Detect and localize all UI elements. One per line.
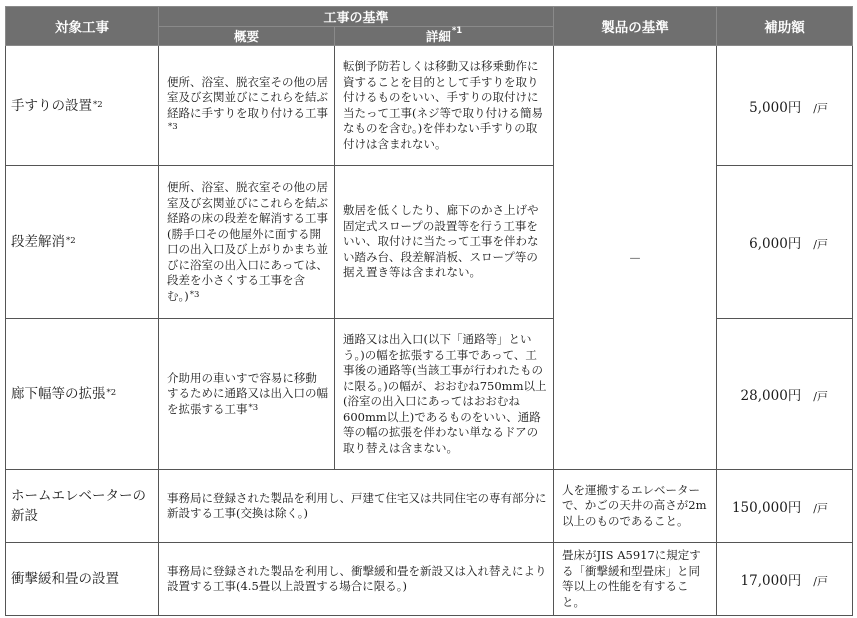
header-target: 対象工事 bbox=[6, 7, 159, 46]
row-overview: 便所、浴室、脱衣室その他の居室及び玄関並びにこれらを結ぶ経路の床の段差を解消する工事(勝手口その他屋外に面する開口の出入口及び上がりかまち並びに浴室の出入口にあっては、段差を小さくする工事を含む。)$^{*3}$ bbox=[159, 166, 335, 319]
row-detail: 敷居を低くしたり、廊下のかさ上げや固定式スロープの設置等を行う工事をいい、取付けに当たって工事を伴わない踏み台、段差解消板、スロープ等の据え置き等は含まれない。 bbox=[335, 166, 554, 319]
row-amount: 6,000円 /戸 bbox=[717, 166, 853, 319]
header-overview: 概要 bbox=[159, 27, 335, 46]
table-row bbox=[6, 470, 853, 543]
row-target: 衝撃緩和畳の設置 bbox=[6, 543, 159, 616]
row-amount: 150,000円 /戸 bbox=[717, 470, 853, 543]
row-overview: 介助用の車いすで容易に移動するために通路又は出入口の幅を拡張する工事$^{*3}$ bbox=[159, 319, 335, 470]
subsidy-table-container bbox=[5, 6, 853, 616]
shared-product-standard: － bbox=[554, 46, 717, 470]
header-product-standard: 製品の基準 bbox=[554, 7, 717, 46]
row-detail: 通路又は出入口(以下「通路等」という。)の幅を拡張する工事であって、工事後の通路等(当該工事が行われたものに限る。)の幅が、おおむね750mm以上(浴室の出入口にあってはおおむね600mm以上)であるものをいい、通路等の幅の拡張を伴わない単なるドアの取り替えは含まない。 bbox=[335, 319, 554, 470]
row-target: 段差解消$^{*2}$ bbox=[6, 166, 159, 319]
row-product-standard: 畳床がJIS A5917に規定する「衝撃緩和型畳床」と同等以上の性能を有すること。 bbox=[554, 543, 717, 616]
row-overview: 便所、浴室、脱衣室その他の居室及び玄関並びにこれらを結ぶ経路に手すりを取り付ける工事$^{*3}$ bbox=[159, 46, 335, 166]
row-product-standard: 人を運搬するエレベーターで、かごの天井の高さが2m以上のものであること。 bbox=[554, 470, 717, 543]
table-row bbox=[6, 319, 853, 470]
subsidy-table bbox=[5, 6, 853, 616]
table-row bbox=[6, 166, 853, 319]
row-detail: 転倒予防若しくは移動又は移乗動作に資することを目的として手すりを取り付けるものをいい、手すりの取付けに当たって工事(ネジ等で取り付ける簡易なものを含む。)を伴わない手すりの取付けは含まれない。 bbox=[335, 46, 554, 166]
table-row bbox=[6, 543, 853, 616]
header-subsidy: 補助額 bbox=[717, 7, 853, 46]
row-amount: 28,000円 /戸 bbox=[717, 319, 853, 470]
row-amount: 17,000円 /戸 bbox=[717, 543, 853, 616]
header-detail: 詳細$^{*1}$ bbox=[335, 27, 554, 46]
row-target: 廊下幅等の拡張$^{*2}$ bbox=[6, 319, 159, 470]
header-work-standard: 工事の基準 bbox=[159, 7, 554, 27]
row-combined-standard: 事務局に登録された製品を利用し、戸建て住宅又は共同住宅の専有部分に新設する工事(交換は除く。) bbox=[159, 470, 554, 543]
table-row bbox=[6, 46, 853, 166]
row-target: 手すりの設置$^{*2}$ bbox=[6, 46, 159, 166]
row-combined-standard: 事務局に登録された製品を利用し、衝撃緩和畳を新設又は入れ替えにより設置する工事(4.5畳以上設置する場合に限る。) bbox=[159, 543, 554, 616]
row-amount: 5,000円 /戸 bbox=[717, 46, 853, 166]
row-target: ホームエレベーターの新設 bbox=[6, 470, 159, 543]
